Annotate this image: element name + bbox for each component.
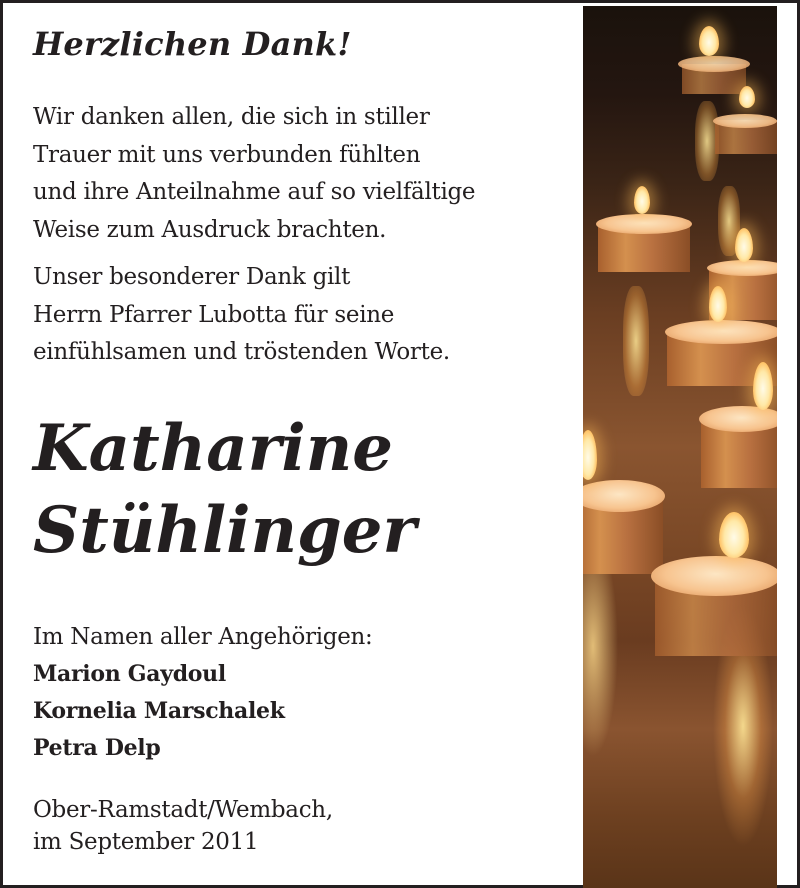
text-line: einfühlsamen und tröstenden Worte. bbox=[33, 339, 450, 365]
thanks-paragraph bbox=[33, 99, 475, 249]
text-line: Herrn Pfarrer Lubotta für seine bbox=[33, 301, 395, 328]
text-line: Unser besonderer Dank gilt bbox=[33, 264, 351, 290]
signer-name: Petra Delp bbox=[33, 735, 161, 761]
text-line: Trauer mit uns verbunden fühlten bbox=[33, 141, 421, 168]
candle-flame-icon bbox=[583, 430, 597, 480]
candle bbox=[699, 406, 777, 488]
candle-flame-icon bbox=[719, 512, 749, 558]
notice-heading: Herzlichen Dank! bbox=[33, 25, 352, 63]
date-text: im September 2011 bbox=[33, 829, 259, 855]
text-line: und ihre Anteilnahme auf so vielfältige bbox=[33, 179, 476, 205]
light-reflection bbox=[623, 286, 649, 396]
signer-name: Marion Gaydoul bbox=[33, 661, 226, 687]
special-thanks-paragraph bbox=[33, 259, 450, 372]
candle-flame-icon bbox=[634, 186, 650, 214]
candle bbox=[596, 214, 692, 274]
candle-flame-icon bbox=[739, 86, 755, 108]
candle-flame-icon bbox=[699, 26, 719, 56]
candle bbox=[678, 56, 750, 96]
place-and-date bbox=[33, 794, 333, 858]
signers-list bbox=[33, 656, 285, 767]
place-text: Ober-Ramstadt/Wembach, bbox=[33, 797, 333, 823]
candle-flame-icon bbox=[735, 228, 753, 262]
deceased-last-name: Stühlinger bbox=[33, 493, 417, 568]
text-line: Weise zum Ausdruck brachten. bbox=[33, 216, 387, 243]
candle bbox=[651, 556, 777, 656]
candles-photo bbox=[583, 6, 777, 888]
candle-flame-icon bbox=[709, 286, 727, 322]
candle bbox=[713, 114, 777, 154]
signoff-label: Im Namen aller Angehörigen: bbox=[33, 624, 373, 650]
signer-name: Kornelia Marschalek bbox=[33, 698, 285, 724]
text-line: Wir danken allen, die sich in stiller bbox=[33, 104, 430, 130]
deceased-first-name: Katharine bbox=[33, 411, 393, 486]
